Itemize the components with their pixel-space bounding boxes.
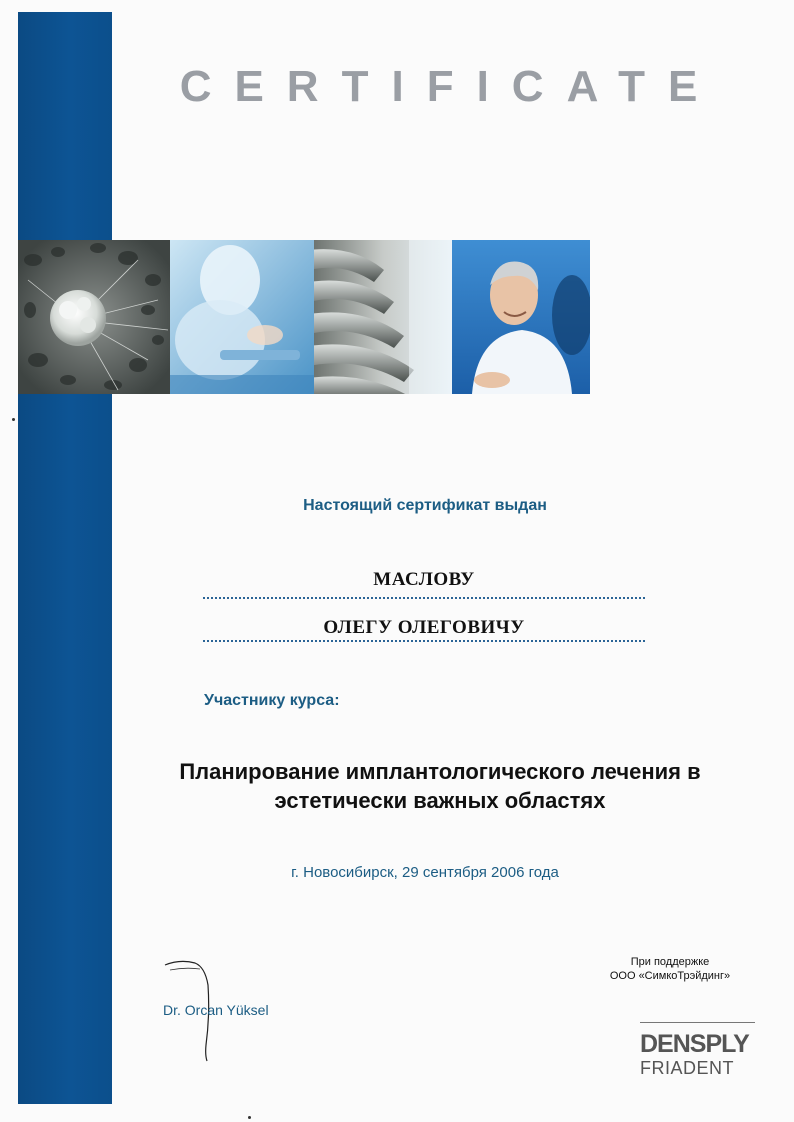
dentist-portrait-photo <box>452 240 590 394</box>
recipient-given-names: ОЛЕГУ ОЛЕГОВИЧУ <box>323 617 525 638</box>
implant-thread-photo <box>314 240 452 394</box>
brand-logo <box>640 1022 755 1079</box>
scan-speck <box>248 1116 251 1119</box>
support-line2: ООО «СимкоТрэйдинг» <box>609 970 731 982</box>
photo-strip <box>18 240 590 394</box>
course-title <box>120 757 760 815</box>
dotted-line <box>203 640 645 642</box>
brand-name: DENSPLY <box>640 1030 749 1058</box>
support-note <box>590 955 750 983</box>
left-blue-band <box>18 12 112 1104</box>
issued-to-text: Настоящий сертификат выдан <box>303 497 547 514</box>
signer-name: Dr. Orcan Yüksel <box>163 1002 269 1018</box>
participant-label: Участнику курса: <box>204 692 340 709</box>
scan-speck <box>12 418 15 421</box>
recipient-surname: МАСЛОВУ <box>373 569 475 590</box>
brand-subname: FRIADENT <box>640 1058 734 1078</box>
course-title-line1: Планирование имплантологического лечения в <box>179 759 701 784</box>
place-date: г. Новосибирск, 29 сентября 2006 года <box>291 864 559 881</box>
dental-lab-photo <box>170 240 314 394</box>
certificate-heading: CERTIFICATE <box>179 62 721 111</box>
course-title-line2: эстетически важных областях <box>274 788 606 813</box>
brand-rule <box>640 1022 755 1023</box>
dotted-line <box>203 597 645 599</box>
support-line1: При поддержке <box>630 956 710 968</box>
microstructure-photo <box>18 240 170 394</box>
